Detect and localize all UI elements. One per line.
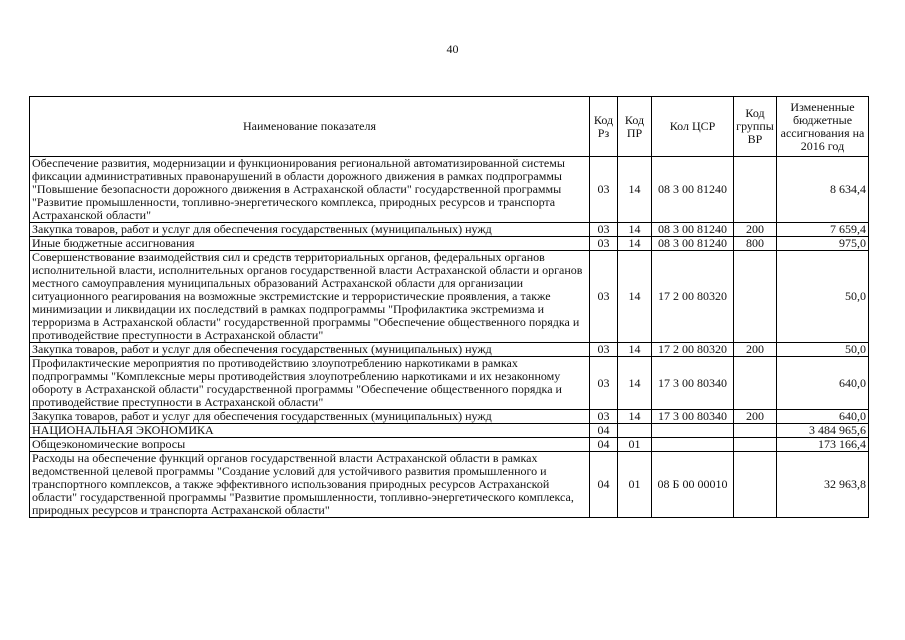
table-row — [30, 410, 869, 424]
row-vr — [734, 438, 777, 452]
header-amount: Измененные бюджетные ассигнования на 2016 год — [777, 97, 869, 157]
row-rz: 03 — [590, 157, 618, 223]
row-vr — [734, 157, 777, 223]
row-name: Закупка товаров, работ и услуг для обеспечения государственных (муниципальных) нужд — [30, 410, 590, 424]
row-rz: 03 — [590, 343, 618, 357]
row-rz: 04 — [590, 452, 618, 518]
row-pr: 14 — [618, 223, 652, 237]
table-row — [30, 343, 869, 357]
row-csr: 08 3 00 81240 — [652, 223, 734, 237]
table-row — [30, 438, 869, 452]
header-pr: Код ПР — [618, 97, 652, 157]
row-name: Закупка товаров, работ и услуг для обеспечения государственных (муниципальных) нужд — [30, 223, 590, 237]
row-csr: 17 3 00 80340 — [652, 410, 734, 424]
table-row — [30, 223, 869, 237]
row-vr: 200 — [734, 223, 777, 237]
page-number: 40 — [446, 42, 459, 56]
row-pr: 14 — [618, 157, 652, 223]
row-rz: 03 — [590, 251, 618, 343]
table-row — [30, 237, 869, 251]
table-row — [30, 251, 869, 343]
row-amount: 7 659,4 — [777, 223, 869, 237]
row-amount: 50,0 — [777, 343, 869, 357]
row-rz: 03 — [590, 237, 618, 251]
row-csr: 17 2 00 80320 — [652, 251, 734, 343]
row-pr: 14 — [618, 357, 652, 410]
row-rz: 04 — [590, 424, 618, 438]
row-name: НАЦИОНАЛЬНАЯ ЭКОНОМИКА — [30, 424, 590, 438]
row-name: Расходы на обеспечение функций органов государственной власти Астраханской области в рамках ведомственной целевой программы "Создание условий для устойчивого развития промышленного и транспортного комплексов, а также эффективного использования природных ресурсов Астраханской области" государственной программы "Развитие промышленности, топливно-энергетического комплекса, природных ресурсов и транспорта Астраханской области" — [30, 452, 590, 518]
table-row — [30, 157, 869, 223]
row-rz: 03 — [590, 223, 618, 237]
row-rz: 03 — [590, 357, 618, 410]
table-row — [30, 424, 869, 438]
row-csr: 08 Б 00 00010 — [652, 452, 734, 518]
header-name: Наименование показателя — [30, 97, 590, 157]
row-vr — [734, 424, 777, 438]
row-vr — [734, 452, 777, 518]
row-amount: 3 484 965,6 — [777, 424, 869, 438]
row-pr: 14 — [618, 343, 652, 357]
row-vr — [734, 251, 777, 343]
row-pr: 14 — [618, 410, 652, 424]
row-vr: 800 — [734, 237, 777, 251]
row-amount: 640,0 — [777, 357, 869, 410]
row-amount: 8 634,4 — [777, 157, 869, 223]
row-name: Совершенствование взаимодействия сил и средств территориальных органов, федеральных органов исполнительной власти, исполнительных органов государственной власти Астраханской области и органов местного самоуправления муниципальных образований Астраханской области для организации ситуационного реагирования на возможные экстремистские и террористические проявления, а также минимизации и ликвидации их последствий в рамках подпрограммы "Профилактика экстремизма и терроризма в Астраханской области" государственной программы "Обеспечение общественного порядка и противодействие преступности в Астраханской области" — [30, 251, 590, 343]
row-name: Обеспечение развития, модернизации и функционирования региональной автоматизированной системы фиксации административных правонарушений в области дорожного движения в рамках подпрограммы "Повышение безопасности дорожного движения в Астраханской области" государственной программы "Развитие промышленности, топливно-энергетического комплекса, природных ресурсов и транспорта Астраханской области" — [30, 157, 590, 223]
table-row — [30, 357, 869, 410]
row-name: Закупка товаров, работ и услуг для обеспечения государственных (муниципальных) нужд — [30, 343, 590, 357]
header-vr: Код группы ВР — [734, 97, 777, 157]
row-vr: 200 — [734, 343, 777, 357]
table-header-row — [30, 97, 869, 157]
row-rz: 04 — [590, 438, 618, 452]
row-amount: 975,0 — [777, 237, 869, 251]
row-amount: 640,0 — [777, 410, 869, 424]
row-csr — [652, 424, 734, 438]
table-row — [30, 452, 869, 518]
header-rz: Код Рз — [590, 97, 618, 157]
row-csr: 08 3 00 81240 — [652, 237, 734, 251]
row-rz: 03 — [590, 410, 618, 424]
row-amount: 32 963,8 — [777, 452, 869, 518]
row-pr: 01 — [618, 438, 652, 452]
row-csr — [652, 438, 734, 452]
row-name: Иные бюджетные ассигнования — [30, 237, 590, 251]
row-pr: 01 — [618, 452, 652, 518]
row-name: Общеэкономические вопросы — [30, 438, 590, 452]
row-pr — [618, 424, 652, 438]
row-amount: 173 166,4 — [777, 438, 869, 452]
row-pr: 14 — [618, 237, 652, 251]
row-vr: 200 — [734, 410, 777, 424]
row-vr — [734, 357, 777, 410]
row-csr: 08 3 00 81240 — [652, 157, 734, 223]
row-csr: 17 3 00 80340 — [652, 357, 734, 410]
row-name: Профилактические мероприятия по противодействию злоупотреблению наркотиками в рамках подпрограммы "Комплексные меры противодействия злоупотреблению наркотиками и их незаконному обороту в Астраханской области" государственной программы "Обеспечение общественного порядка и противодействие преступности в Астраханской области" — [30, 357, 590, 410]
row-pr: 14 — [618, 251, 652, 343]
row-csr: 17 2 00 80320 — [652, 343, 734, 357]
header-csr: Кол ЦСР — [652, 97, 734, 157]
row-amount: 50,0 — [777, 251, 869, 343]
budget-table — [29, 96, 869, 518]
